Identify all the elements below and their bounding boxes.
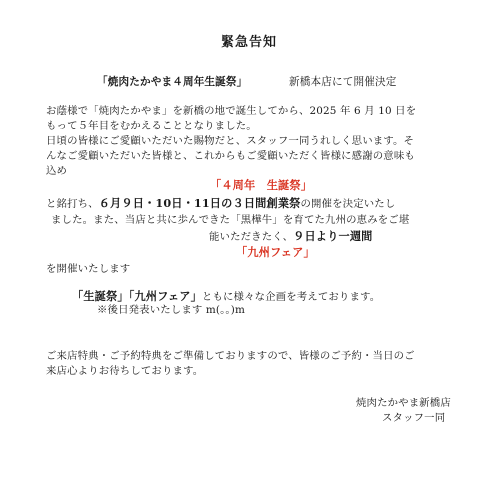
paragraph2-line2: ました。また、当店と共に歩んできた「黒樺牛」を育てた九州の恵みをご堪 bbox=[51, 214, 410, 226]
paragraph1-line5: 込め bbox=[46, 165, 68, 177]
paragraph1-line3: 日頃の皆様にご愛顧いただいた賜物だと、スタッフ一同うれしく思います。そ bbox=[46, 135, 415, 147]
paragraph2-suffix: の開催を決定いたし bbox=[300, 198, 396, 210]
paragraph2-line3-prefix: 能いただきたく、 bbox=[209, 231, 294, 243]
fair-period: ９日より一週間 bbox=[293, 229, 373, 243]
plans-anniversary: 「生誕祭」 bbox=[72, 289, 129, 303]
plans-line bbox=[72, 289, 380, 304]
paragraph2-line3 bbox=[209, 229, 373, 244]
festival-dates: ６月９日・10日・11日の３日間創業祭 bbox=[98, 196, 301, 210]
anniversary-highlight: 「４周年 生誕祭」 bbox=[210, 178, 313, 192]
closing-line2: 来店心よりお待ちしております。 bbox=[46, 365, 204, 377]
paragraph1-line1: お蔭様で「焼肉たかやま」を新橋の地で誕生してから、2025 年 6 月 10 日を bbox=[46, 105, 417, 117]
paragraph2-prefix: と銘打ち、 bbox=[46, 198, 99, 210]
notice-heading: 緊急告知 bbox=[221, 35, 278, 50]
announce-line: を開催いたします bbox=[46, 263, 131, 275]
kyushu-fair-highlight: 「九州フェア」 bbox=[236, 245, 315, 259]
paragraph2-line1 bbox=[46, 196, 395, 211]
plans-kyushu-fair: 「九州フェア」 bbox=[128, 289, 202, 303]
paragraph1-line2: もって５年目をむかえることとなりました。 bbox=[46, 120, 257, 132]
signature-staff: スタッフ一同 bbox=[382, 412, 446, 424]
event-venue-note: 新橋本店にて開催決定 bbox=[289, 76, 397, 88]
event-title: 「焼肉たかやま４周年生誕祭」 bbox=[97, 76, 248, 88]
plans-text: ともに様々な企画を考えております。 bbox=[201, 291, 381, 303]
closing-line1: ご来店特典・ご予約特典をご準備しておりますので、皆様のご予約・当日のご bbox=[46, 350, 415, 362]
plans-note: ※後日発表いたします m(。。)m bbox=[97, 304, 245, 316]
signature-store: 焼肉たかやま新橋店 bbox=[356, 397, 451, 409]
paragraph1-line4: んなご愛顧いただいた皆様と、これからもご愛顧いただく皆様に感謝の意味も bbox=[46, 150, 415, 162]
